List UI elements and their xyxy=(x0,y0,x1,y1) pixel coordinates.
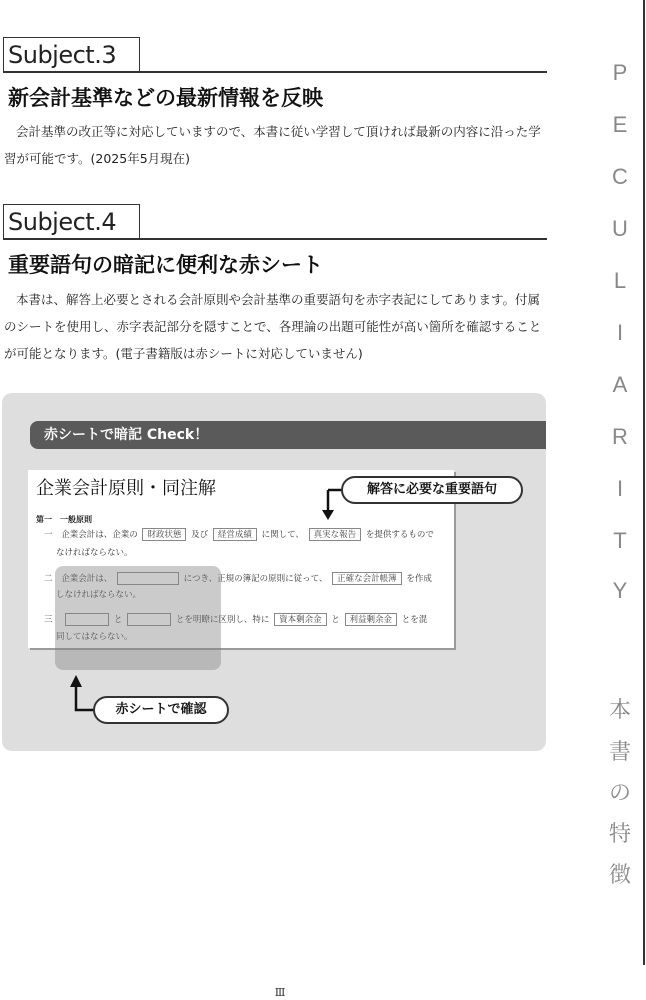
subject-4-label: Subject.4 xyxy=(8,208,117,236)
line-text: に関して、 xyxy=(261,530,304,540)
line-number: 一 xyxy=(44,530,53,540)
line-text: とを混 xyxy=(401,615,428,625)
side-letter: L xyxy=(613,268,627,293)
side-char: 本 xyxy=(608,698,631,723)
subject-3-label: Subject.3 xyxy=(8,41,117,69)
line-text: 企業会計は、企業の xyxy=(61,530,138,540)
example-tab-label: 赤シートで暗記 Check！ xyxy=(44,427,209,443)
line-text: と xyxy=(113,615,123,625)
subject-4-body: 本書は、解答上必要とされる会計原則や会計基準の重要語句を赤字表記にしてあります。付属のシートを使用し、赤字表記部分を隠すことで、各理論の出題可能性が高い箇所を確認することが可能となります。(電子書籍版は赤シートに対応していません) xyxy=(4,292,542,361)
keyword-box: 財政状態 xyxy=(142,528,186,541)
callout-red-sheet-check: 赤シートで確認 xyxy=(93,696,229,724)
line-text: 及び xyxy=(191,530,209,540)
line-text: と xyxy=(331,615,340,625)
side-letter: C xyxy=(612,164,628,189)
page-number: Ⅲ xyxy=(274,986,286,999)
side-letter: P xyxy=(612,60,628,85)
example-line-2-cont: しなければならない。 xyxy=(56,590,142,600)
side-letter: I xyxy=(616,320,624,345)
line-number: 二 xyxy=(44,574,53,584)
keyword-box: 経営成績 xyxy=(213,528,257,541)
line-text: につき、正規の簿記の原則に従って、 xyxy=(183,574,328,584)
example-section-title: 第一 一般原則 xyxy=(36,515,92,524)
example-line-3-cont: 同してはならない。 xyxy=(56,632,133,642)
side-char: 書 xyxy=(608,740,631,765)
subject-3-heading: 新会計基準などの最新情報を反映 xyxy=(8,86,323,110)
keyword-box: 真実な報告 xyxy=(309,528,362,541)
example-line-1-cont: なければならない。 xyxy=(56,548,133,558)
side-letter: U xyxy=(612,216,628,241)
line-text: を提供するもので xyxy=(365,530,434,540)
side-letter: E xyxy=(612,112,628,137)
subject-4-heading: 重要語句の暗記に便利な赤シート xyxy=(8,253,323,277)
side-char: 徴 xyxy=(608,863,631,888)
line-text: 企業会計は、 xyxy=(61,574,113,584)
line-text: とを明瞭に区別し、特に xyxy=(175,615,270,625)
keyword-box: 資本剰余金 xyxy=(274,613,327,626)
keyword-box: 正確な会計帳簿 xyxy=(332,572,402,585)
keyword-box: 利益剰余金 xyxy=(345,613,398,626)
side-letter: R xyxy=(612,424,628,449)
subject-3-body: 会計基準の改正等に対応していますので、本書に従い学習して頂ければ最新の内容に沿った学習が可能です。(2025年5月現在) xyxy=(4,124,541,166)
line-number: 三 xyxy=(44,615,53,625)
line-text: を作成 xyxy=(406,574,432,584)
side-letter: Y xyxy=(612,578,628,603)
side-letter: I xyxy=(616,476,624,501)
side-char: の xyxy=(608,781,631,806)
example-card-title: 企業会計原則・同注解 xyxy=(36,478,216,499)
callout-answer-keywords: 解答に必要な重要語句 xyxy=(341,476,523,504)
side-letter: T xyxy=(613,528,627,553)
side-char: 特 xyxy=(608,822,631,847)
side-letter: A xyxy=(612,372,628,397)
